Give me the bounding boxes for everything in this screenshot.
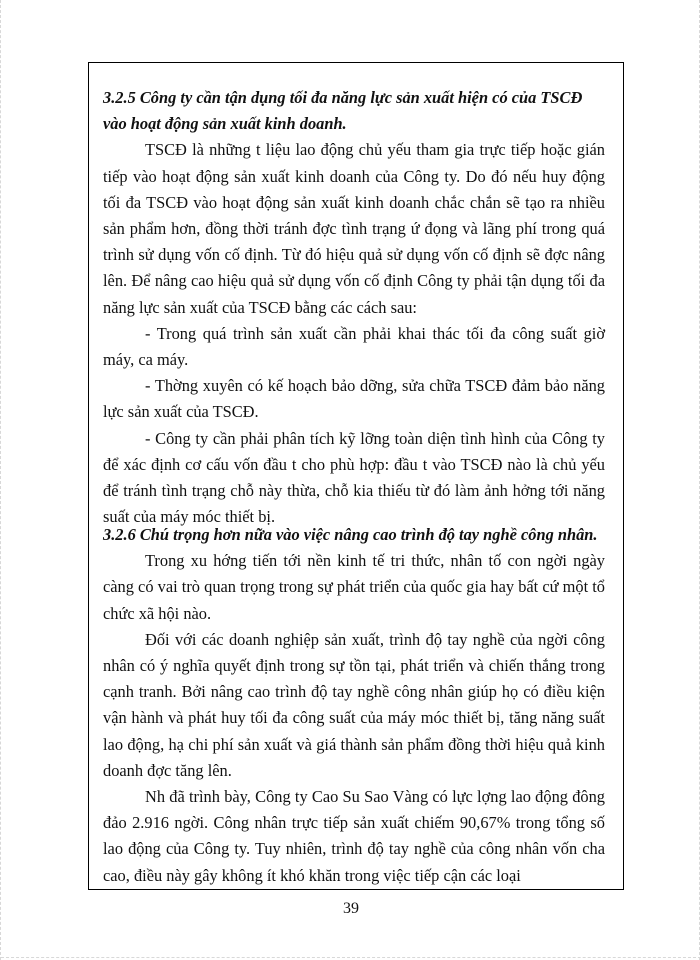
section-heading: 3.2.6 Chú trọng hơn nữa vào việc nâng cao trình độ tay nghề công nhân.	[103, 525, 598, 544]
section-3-2-5	[103, 85, 605, 530]
bullet-item: - Công ty cần phải phân tích kỹ lỡng toàn diện tình hình của Công ty để xác định cơ cấu vốn đầu t cho phù hợp: đầu t vào TSCĐ nào là chủ yếu để tránh tình trạng chỗ này thừa, chỗ kia thiếu từ đó làm ảnh hởng tới năng suất của máy móc thiết bị.	[103, 428, 605, 527]
section-3-2-6	[103, 522, 605, 889]
page-bottom-divider	[1, 957, 700, 958]
body-paragraph: Đối với các doanh nghiệp sản xuất, trình độ tay nghề của ngời công nhân có ý nghĩa quyết định trong sự tồn tại, phát triển và chiến thắng trong cạnh tranh. Bởi nâng cao trình độ tay nghề công nhân giúp họ có điều kiện vận hành và phát huy tối đa công suất của máy móc thiết bị, tăng năng suất lao động, hạ chi phí sản xuất và giá thành sản phẩm đồng thời hiệu quả kinh doanh đợc tăng lên.	[103, 629, 605, 780]
page-number: 39	[343, 900, 359, 917]
body-paragraph: Trong xu hớng tiến tới nền kinh tế tri thức, nhân tố con ngời ngày càng có vai trò quan trọng trong sự phát triển của quốc gia hay bất cứ một tổ chức xã hội nào.	[103, 551, 605, 623]
bullet-item: - Thờng xuyên có kế hoạch bảo dỡng, sửa chữa TSCĐ đảm bảo năng lực sản xuất của TSCĐ.	[103, 376, 605, 422]
body-paragraph: Nh đã trình bày, Công ty Cao Su Sao Vàng có lực lợng lao động đông đảo 2.916 ngời. Công nhân trực tiếp sản xuất chiếm 90,67% trong tổng số lao động của Công ty. Tuy nhiên, trình độ tay nghề của công nhân vốn cha cao, điều này gây không ít khó khăn trong việc tiếp cận các loại	[103, 787, 605, 885]
section-heading: 3.2.5 Công ty cần tận dụng tối đa năng lực sản xuất hiện có của TSCĐ vào hoạt động sản xuất kinh doanh.	[103, 88, 583, 134]
bullet-item: - Trong quá trình sản xuất cần phải khai thác tối đa công suất giờ máy, ca máy.	[103, 323, 605, 370]
body-paragraph: TSCĐ là những t liệu lao động chủ yếu tham gia trực tiếp hoặc gián tiếp vào hoạt động sản xuất kinh doanh của Công ty. Do đó nếu huy động tối đa TSCĐ vào hoạt động sản xuất kinh doanh chắc chắn sẽ tạo ra nhiều sản phẩm hơn, đồng thời tránh đợc tình trạng ứ đọng và lãng phí trong quá trình sử dụng vốn cố định. Từ đó hiệu quả sử dụng vốn cố định sẽ đợc nâng lên. Để nâng cao hiệu quả sử dụng vốn cố định Công ty phải tận dụng tối đa năng lực sản xuất của TSCĐ bằng các cách sau:	[103, 140, 605, 317]
